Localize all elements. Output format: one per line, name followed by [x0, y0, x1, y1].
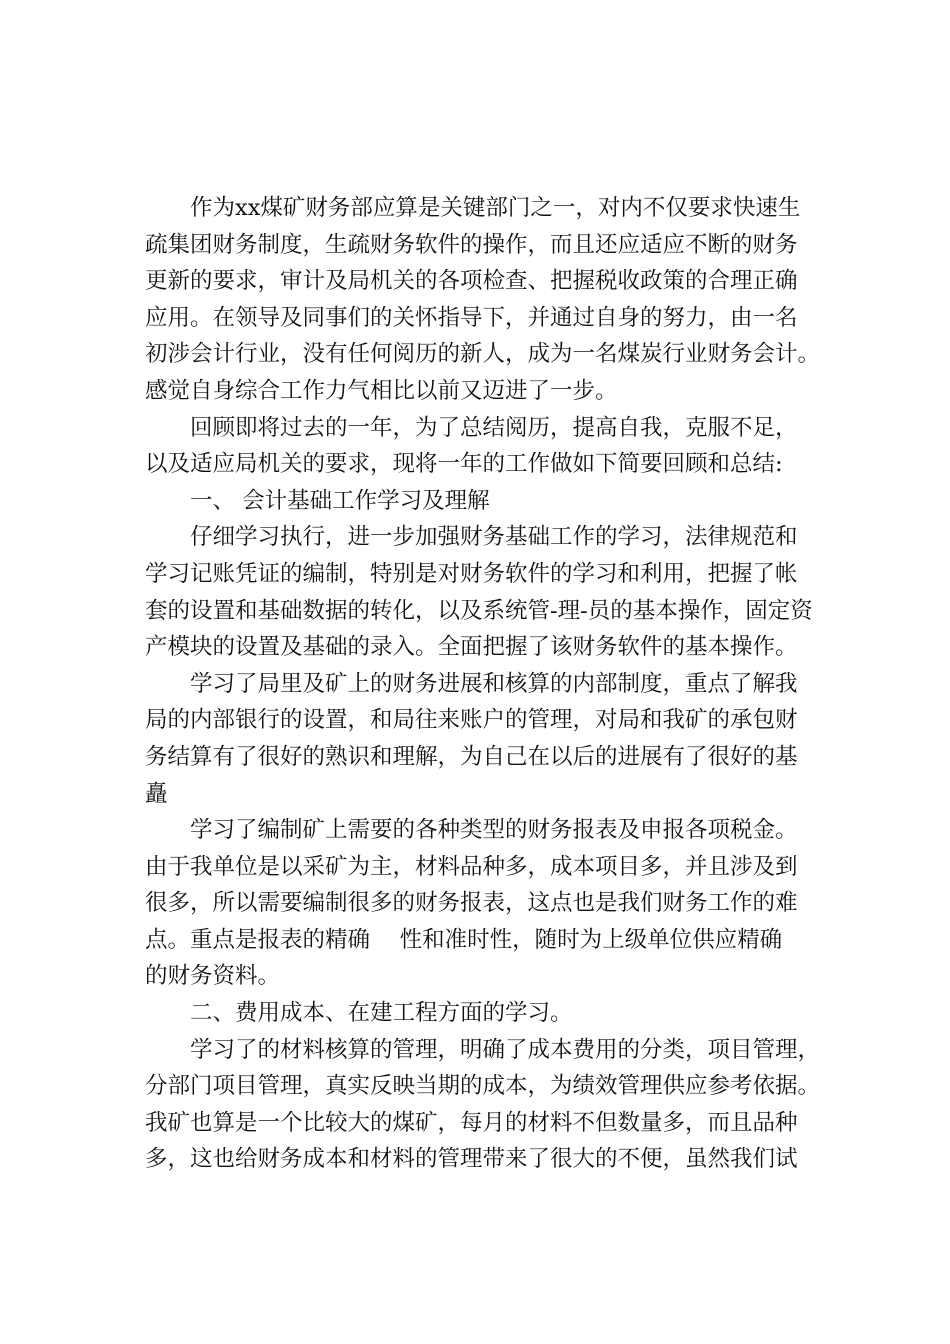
- section-heading: 二、费用成本、在建工程方面的学习。: [190, 1000, 573, 1027]
- text-line: 学习了编制矿上需要的各种类型的财务报表及申报各项税金。: [190, 817, 798, 844]
- text-line: 感觉自身综合工作力气相比以前又迈进了一步。: [145, 377, 618, 404]
- text-line: 更新的要求，审计及局机关的各项检查、把握税收政策的合理正确: [145, 268, 798, 295]
- text-line: 矗: [145, 780, 168, 807]
- document-body: [145, 190, 825, 1178]
- text-line: 套的设置和基础数据的转化，以及系统管-理-员的基本操作，固定资: [145, 597, 813, 624]
- text-line: 由于我单位是以采矿为主，材料品种多，成本项目多，并且涉及到: [145, 853, 798, 880]
- text-line: 局的内部银行的设置，和局往来账户的管理，对局和我矿的承包财: [145, 707, 798, 734]
- text-line: 回顾即将过去的一年，为了总结阅历，提高自我，克服不足，: [190, 414, 798, 441]
- text-line: 点。重点是报表的精确 性和准时性，随时为上级单位供应精确: [145, 926, 783, 953]
- text-line: 仔细学习执行，进一步加强财务基础工作的学习，法律规范和: [190, 524, 798, 551]
- text-line: 分部门项目管理，真实反映当期的成本，为绩效管理供应参考依据。: [145, 1073, 821, 1100]
- text-line: 应用。在领导及同事们的关怀指导下，并通过自身的努力，由一名: [145, 304, 798, 331]
- text-line: 疏集团财务制度，生疏财务软件的操作，而且还应适应不断的财务: [145, 231, 798, 258]
- text-line: 学习了局里及矿上的财务进展和核算的内部制度，重点了解我: [190, 670, 798, 697]
- text-line: 初涉会计行业，没有任何阅历的新人，成为一名煤炭行业财务会计。: [145, 341, 821, 368]
- text-line: 我矿也算是一个比较大的煤矿，每月的材料不但数量多，而且品种: [145, 1109, 798, 1136]
- text-line: 作为xx煤矿财务部应算是关键部门之一，对内不仅要求快速生: [190, 195, 801, 221]
- text-line: 的财务资料。: [145, 963, 281, 990]
- text-line: 以及适应局机关的要求，现将一年的工作做如下简要回顾和总结:: [145, 451, 783, 478]
- text-line: 务结算有了很好的熟识和理解，为自己在以后的进展有了很好的基: [145, 743, 798, 770]
- text-line: 产模块的设置及基础的录入。全面把握了该财务软件的基本操作。: [145, 634, 798, 661]
- text-line: 学习记账凭证的编制，特别是对财务软件的学习和利用，把握了帐: [145, 560, 798, 587]
- section-heading: 一、 会计基础工作学习及理解: [190, 487, 490, 514]
- text-line: 学习了的材料核算的管理，明确了成本费用的分类，项目管理，: [190, 1036, 821, 1063]
- text-line: 多，这也给财务成本和材料的管理带来了很大的不便，虽然我们试: [145, 1146, 798, 1173]
- text-line: 很多，所以需要编制很多的财务报表，这点也是我们财务工作的难: [145, 890, 798, 917]
